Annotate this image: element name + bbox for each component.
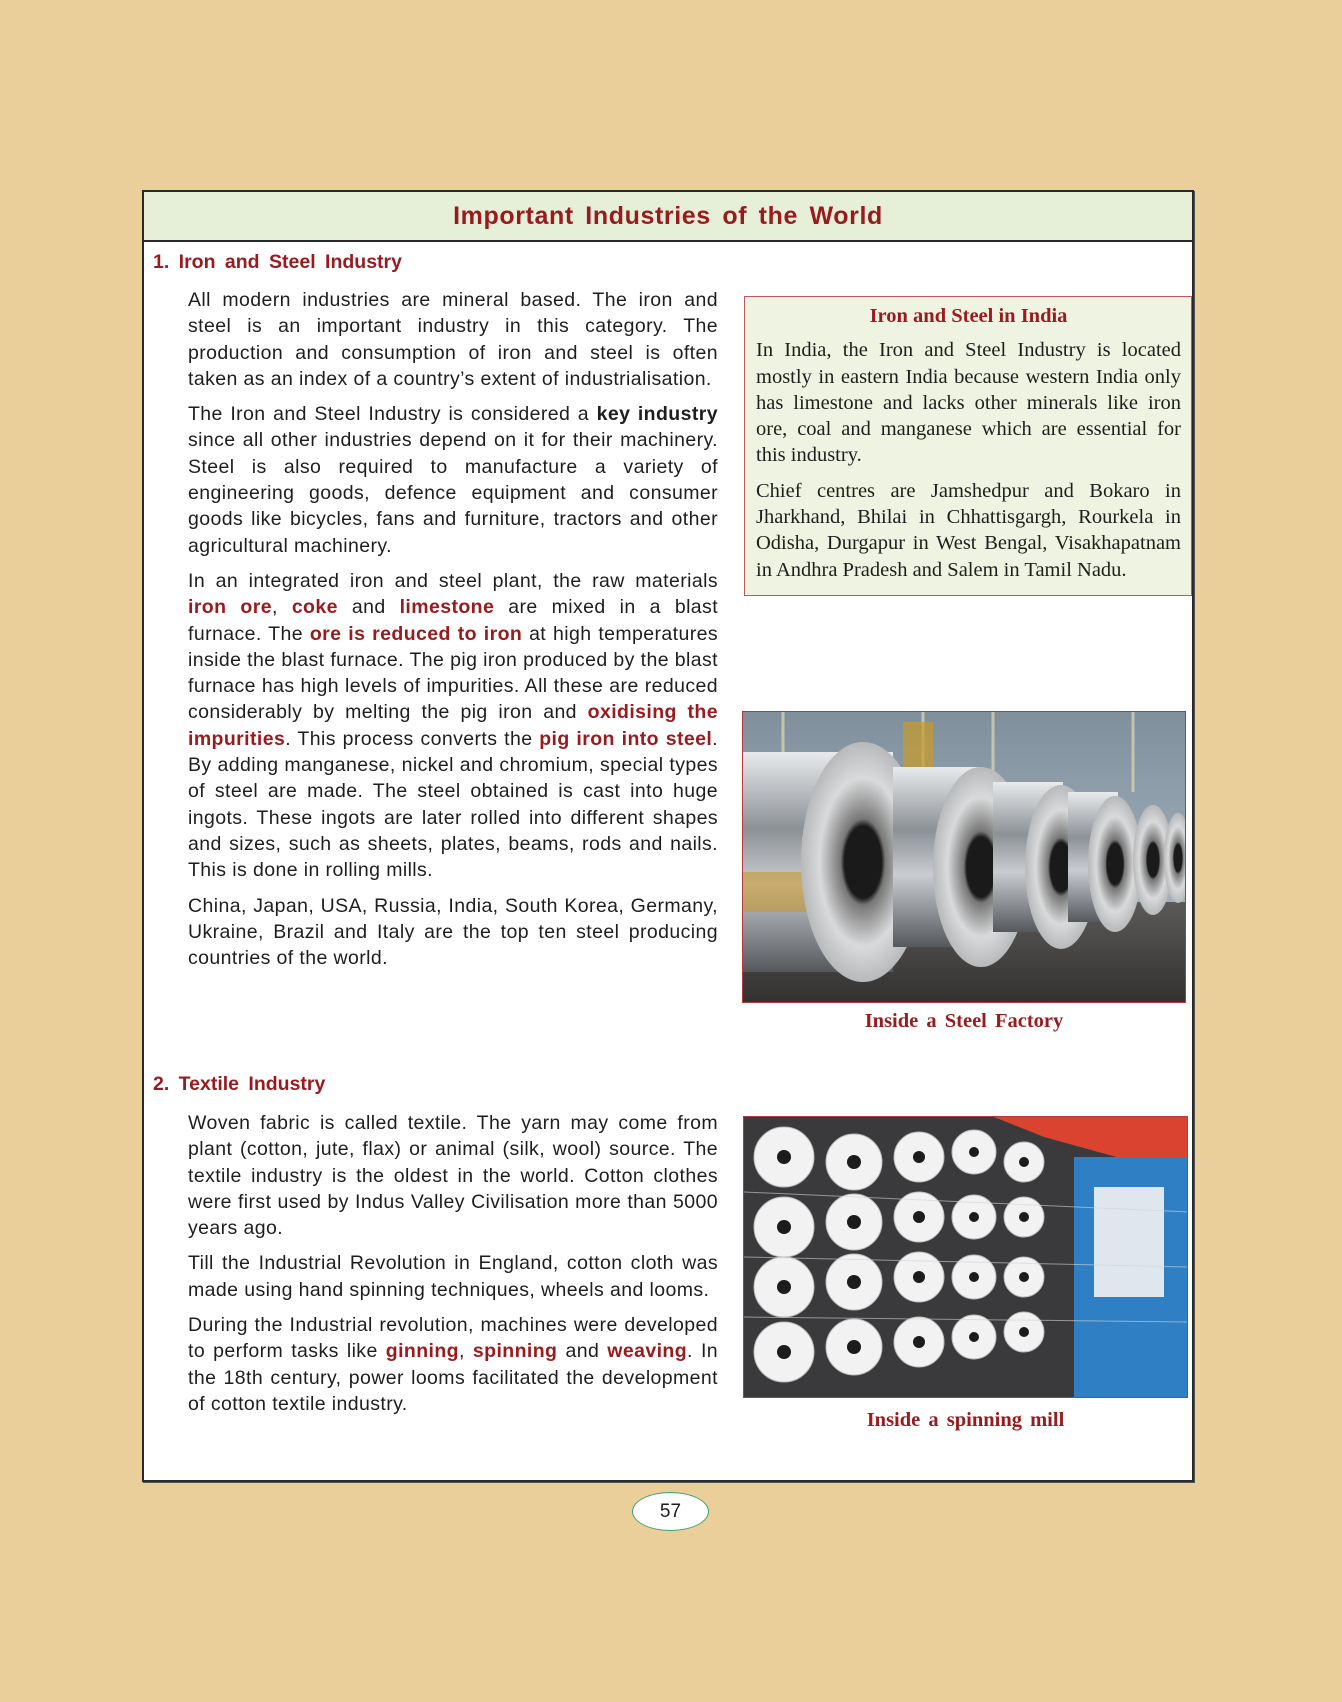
bold-term: key industry (596, 403, 718, 426)
page-title: Important Industries of the World (453, 201, 883, 230)
section-heading-textile: 2. Textile Industry (153, 1073, 326, 1095)
sidebar-paragraph: In India, the Iron and Steel Industry is located mostly in eastern India because western India only has limestone and lacks other minerals like iron ore, coal and manganese which are essential for this industry. (756, 339, 1181, 467)
steel-factory-caption: Inside a Steel Factory (864, 1010, 1064, 1032)
spinning-mill-photo (743, 1116, 1188, 1398)
text-run: , (459, 1340, 473, 1363)
text-run: are mixed in a blast furnace. The (188, 596, 719, 645)
key-term: iron ore (188, 596, 272, 619)
page-number-badge (632, 1492, 709, 1531)
paragraph (188, 401, 718, 559)
paragraph (188, 568, 718, 884)
text-run: All modern industries are mineral based. The iron and steel is an important industry in this category. The production and consumption of iron and steel is often taken as an index of a country’s extent of industrialisation. (188, 289, 718, 390)
text-run: Till the Industrial Revolution in England, cotton cloth was made using hand spinning techniques, wheels and looms. (188, 1252, 718, 1301)
sidebar-title: Iron and Steel in India (869, 305, 1068, 327)
text-run: China, Japan, USA, Russia, India, South Korea, Germany, Ukraine, Brazil and Italy are the top ten steel producing countries of the world. (188, 894, 718, 970)
text-run: In an integrated iron and steel plant, the raw materials (188, 569, 718, 592)
key-term: spinning (472, 1340, 558, 1363)
steel-coils-image-icon (743, 712, 1186, 1003)
key-term: ore is reduced to iron (309, 622, 523, 645)
paragraph (188, 893, 718, 972)
paragraph (188, 1110, 718, 1241)
text-run: Woven fabric is called textile. The yarn may come from plant (cotton, jute, flax) or animal (silk, wool) source. The textile industry is the oldest in the world. Cotton clothes were first used by Indus Valley Civilisation more than 5000 years ago. (188, 1112, 718, 1240)
sidebar-paragraph: Chief centres are Jamshedpur and Bokaro in Jharkhand, Bhilai in Chhattisgargh, Rourkela in Odisha, Durgapur in West Bengal, Visakhapatnam in Andhra Pradesh and Salem in Tamil Nadu. (756, 479, 1181, 581)
key-term: oxidising the impurities (188, 701, 718, 750)
key-term: pig iron into steel (539, 727, 713, 750)
title-band (144, 192, 1192, 242)
key-term: weaving (607, 1340, 688, 1363)
iron-steel-india-box (744, 296, 1192, 596)
text-run: . This process converts the (285, 727, 540, 750)
yarn-spools-image-icon (744, 1117, 1188, 1398)
text-run: since all other industries depend on it for their machinery. Steel is also required to manufacture a variety of engineering goods, defence equipment and consumer goods like bicycles, fans and furniture, tractors and other agricultural machinery. (188, 429, 718, 557)
paragraph (188, 1312, 718, 1417)
iron-steel-body (188, 287, 718, 980)
text-run: During the Industrial revolution, machines were developed to perform tasks like (188, 1314, 718, 1363)
key-term: coke (291, 596, 338, 619)
steel-factory-photo (742, 711, 1186, 1003)
key-term: ginning (385, 1340, 459, 1363)
text-run: and (557, 1340, 608, 1363)
spinning-mill-caption: Inside a spinning mill (866, 1409, 1065, 1431)
text-run: . By adding manganese, nickel and chromium, special types of steel are made. The steel obtained is cast into huge ingots. These ingots are later rolled into different shapes and sizes, such as sheets, plates, beams, rods and nails. This is done in rolling mills. (188, 727, 718, 882)
text-run: . In the 18th century, power looms facilitated the development of cotton textile industry. (188, 1340, 719, 1415)
text-run: and (337, 596, 400, 619)
section-heading-iron-steel: 1. Iron and Steel Industry (153, 251, 402, 273)
textbook-page (142, 190, 1194, 1482)
text-run: The Iron and Steel Industry is considered a (188, 403, 597, 426)
text-run: at high temperatures inside the blast furnace. The pig iron produced by the blast furnace has high levels of impurities. All these are reduced considerably by melting the pig iron and (188, 622, 719, 724)
paragraph (188, 1250, 718, 1303)
paragraph (188, 287, 718, 392)
textile-body (188, 1110, 718, 1426)
text-run: , (271, 596, 292, 619)
key-term: limestone (399, 596, 495, 619)
page-number: 57 (659, 1500, 682, 1522)
